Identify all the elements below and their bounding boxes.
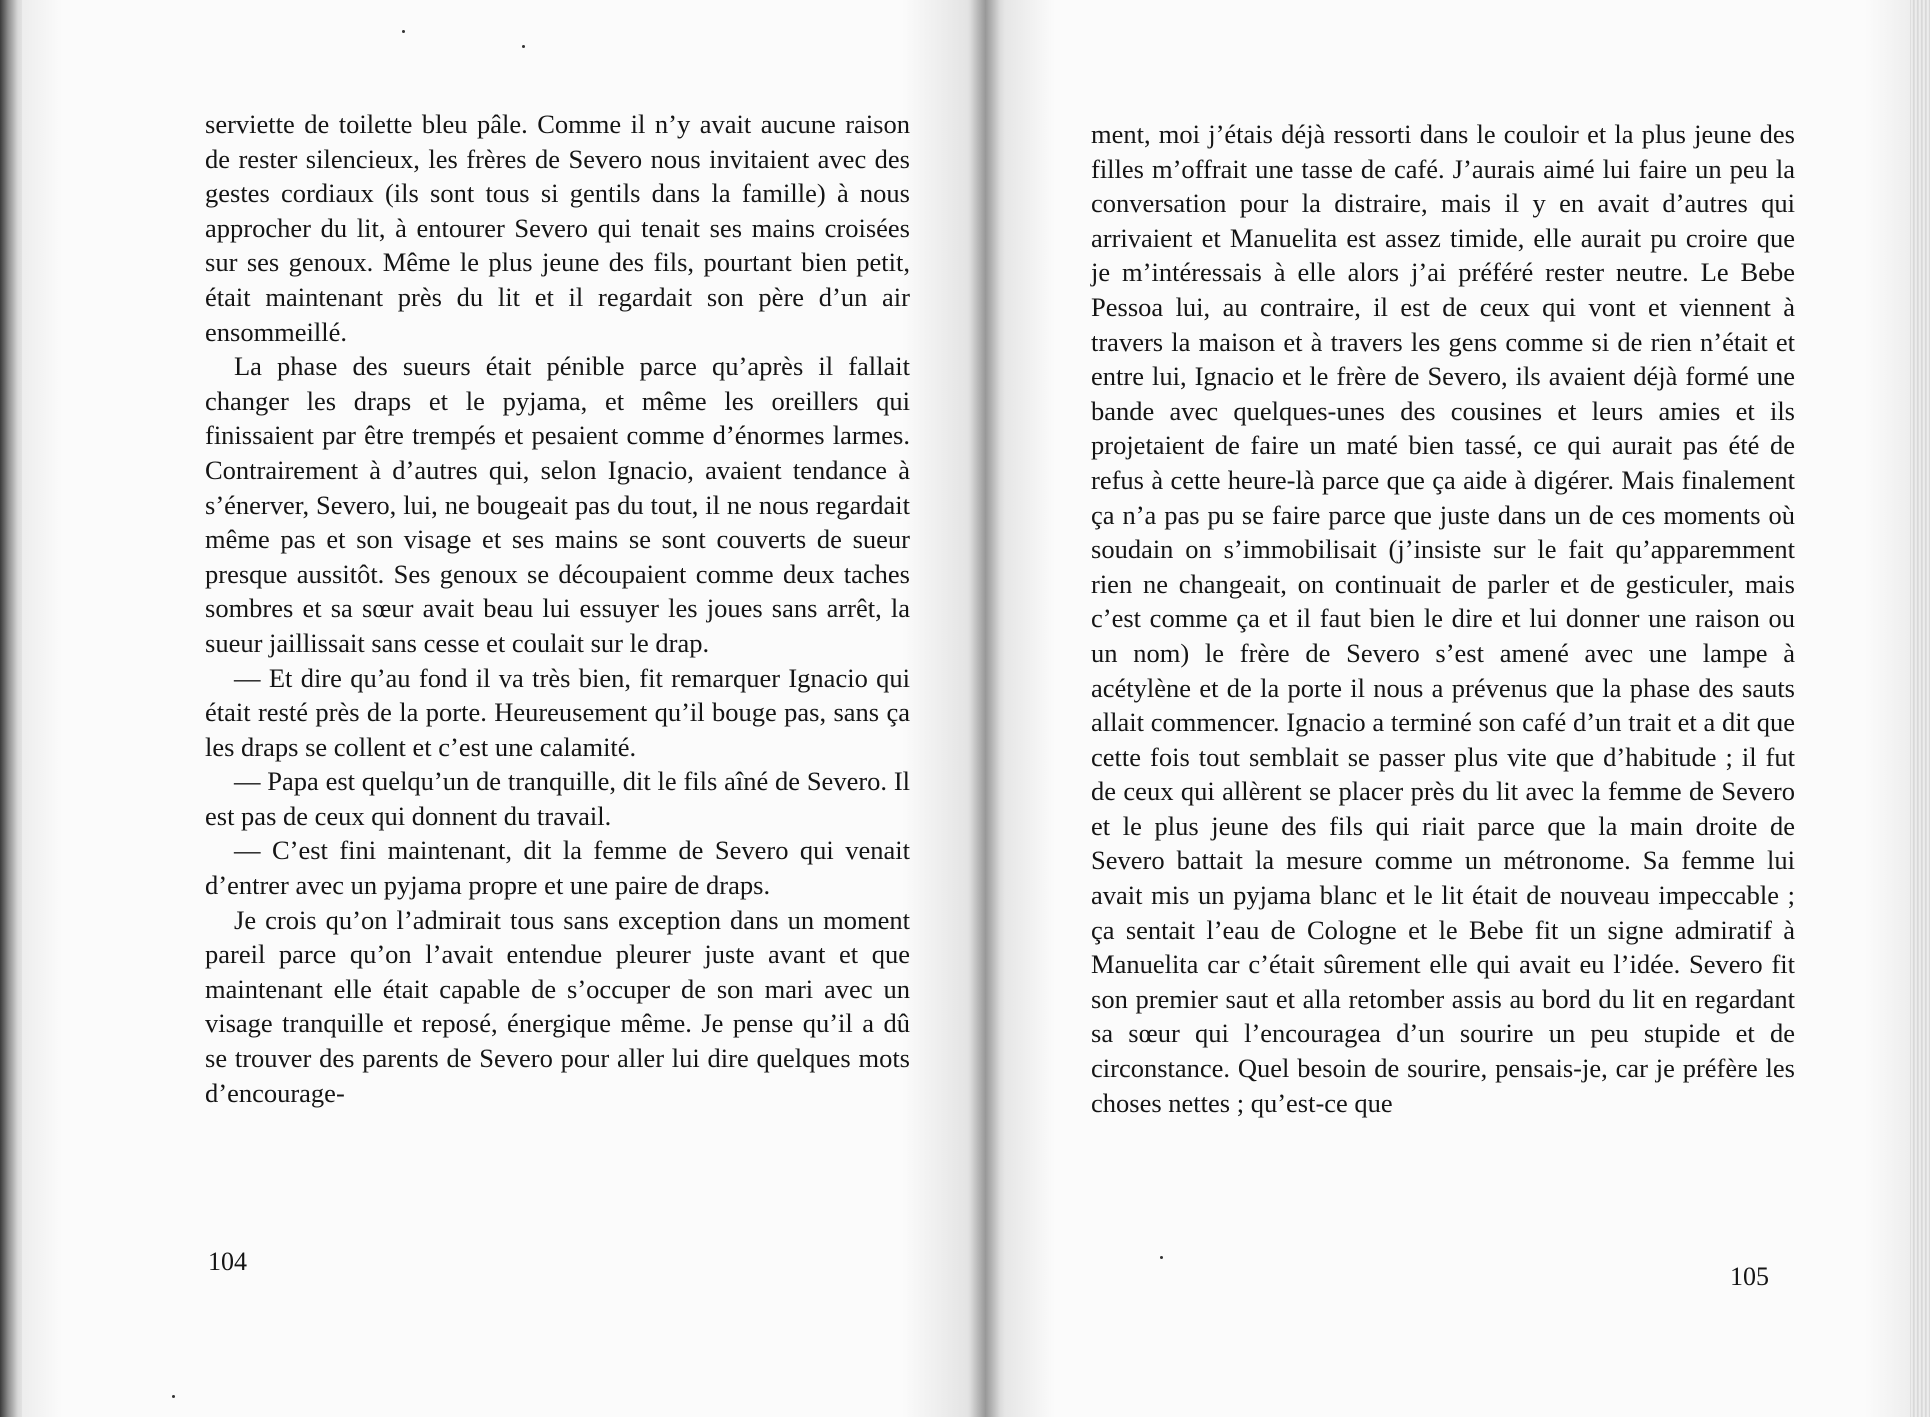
paper-speck bbox=[172, 1395, 175, 1398]
right-page-text bbox=[1091, 117, 1795, 1120]
paragraph: Je crois qu’on l’admirait tous sans exception dans un moment pareil parce qu’on l’avait entendue pleurer juste avant et que maintenant elle était capable de s’occuper de son mari avec un visage tranquille et reposé, énergique même. Je pense qu’il a dû se trouver des parents de Severo pour aller lui dire quelques mots d’encourage- bbox=[205, 904, 910, 1108]
paper-speck bbox=[522, 45, 525, 48]
paragraph: La phase des sueurs était pénible parce qu’après il fallait changer les draps et le pyjama, et même les oreillers qui finissaient par être trempés et pesaient comme d’énormes larmes. Contrairement à d’autres qui, selon Ignacio, avaient tendance à s’énerver, Severo, lui, ne bougeait pas du tout, il ne nous regardait même pas et son visage et ses mains se sont couverts de sueur presque aussitôt. Ses genoux se découpaient comme deux taches sombres et sa sœur avait beau lui essuyer les joues sans arrêt, la sueur jaillissait sans cesse et coulait sur le drap. bbox=[205, 351, 910, 658]
left-page bbox=[22, 0, 985, 1417]
page-number-left: 104 bbox=[208, 1247, 247, 1276]
paragraph: ment, moi j’étais déjà ressorti dans le couloir et la plus jeune des filles m’offrait une tasse de café. J’aurais aimé lui faire un peu la conversation pour la distraire, mais il y en avait d’autres qui arrivaient et Manuelita est assez timide, elle aurait pu croire que je m’intéressais à elle alors j’ai préféré rester neutre. Le Bebe Pessoa lui, au contraire, il est de ceux qui vont et viennent à travers la maison et à travers les gens comme si de rien n’était et entre lui, Ignacio et le frère de Severo, ils avaient déjà formé une bande avec quelques-unes des cousines et leurs amies et ils projetaient de faire un maté bien tassé, ce qui aurait pas été de refus à cette heure-là parce que ça aide à digérer. Mais finalement ça n’a pas pu se faire parce que juste dans un de ces moments où soudain on s’immobilisait (j’insiste sur le fait qu’apparemment rien ne changeait, on continuait de parler et de gesticuler, mais c’est comme ça et il faut bien le dire et lui donner une raison ou un nom) le frère de Severo s’est amené avec une lampe à acétylène et de la porte il nous a prévenus que la phase des sauts allait commencer. Ignacio a terminé son café d’un trait et a dit que cette fois tout semblait se passer plus vite que d’habitude ; il fut de ceux qui allèrent se placer près du lit avec la femme de Severo et le plus jeune des fils qui riait parce que la main droite de Severo battait la mesure comme un métronome. Sa femme lui avait mis un pyjama blanc et le lit était de nouveau impeccable ; ça sentait l’eau de Cologne et le Bebe fit un signe admiratif à Manuelita car c’était sûrement elle qui avait eu l’idée. Severo fit son premier saut et alla retomber assis au bord du lit en regardant sa sœur qui l’encouragea d’un sourire un peu stupide et de circonstance. Quel besoin de sourire, pensais-je, car je préfère les choses nettes ; qu’est-ce que bbox=[1091, 119, 1795, 1118]
book-gutter bbox=[970, 0, 1000, 1417]
dialogue-paragraph: — C’est fini maintenant, dit la femme de Severo qui venait d’entrer avec un pyjama propre et une paire de draps. bbox=[205, 835, 910, 901]
dialogue-paragraph: — Et dire qu’au fond il va très bien, fit remarquer Ignacio qui était resté près de la porte. Heureusement qu’il bouge pas, sans ça les draps se collent et c’est une calamité. bbox=[205, 662, 910, 762]
right-page bbox=[985, 0, 1910, 1417]
left-page-text bbox=[205, 107, 910, 1110]
paragraph: serviette de toilette bleu pâle. Comme il n’y avait aucune raison de rester silencieux, les frères de Severo nous invitaient avec des gestes cordiaux (ils sont tous si gentils dans la famille) à nous approcher du lit, à entourer Severo qui tenait ses mains croisées sur ses genoux. Même le plus jeune des fils, pourtant bien petit, était maintenant près du lit et il regardait son père d’un air ensommeillé. bbox=[205, 109, 910, 347]
paper-speck bbox=[1160, 1256, 1163, 1259]
dialogue-paragraph: — Papa est quelqu’un de tranquille, dit le fils aîné de Severo. Il est pas de ceux qui donnent du travail. bbox=[205, 766, 910, 831]
page-number-right: 105 bbox=[1730, 1262, 1769, 1291]
paper-speck bbox=[402, 30, 405, 33]
page-edges bbox=[1910, 0, 1930, 1417]
